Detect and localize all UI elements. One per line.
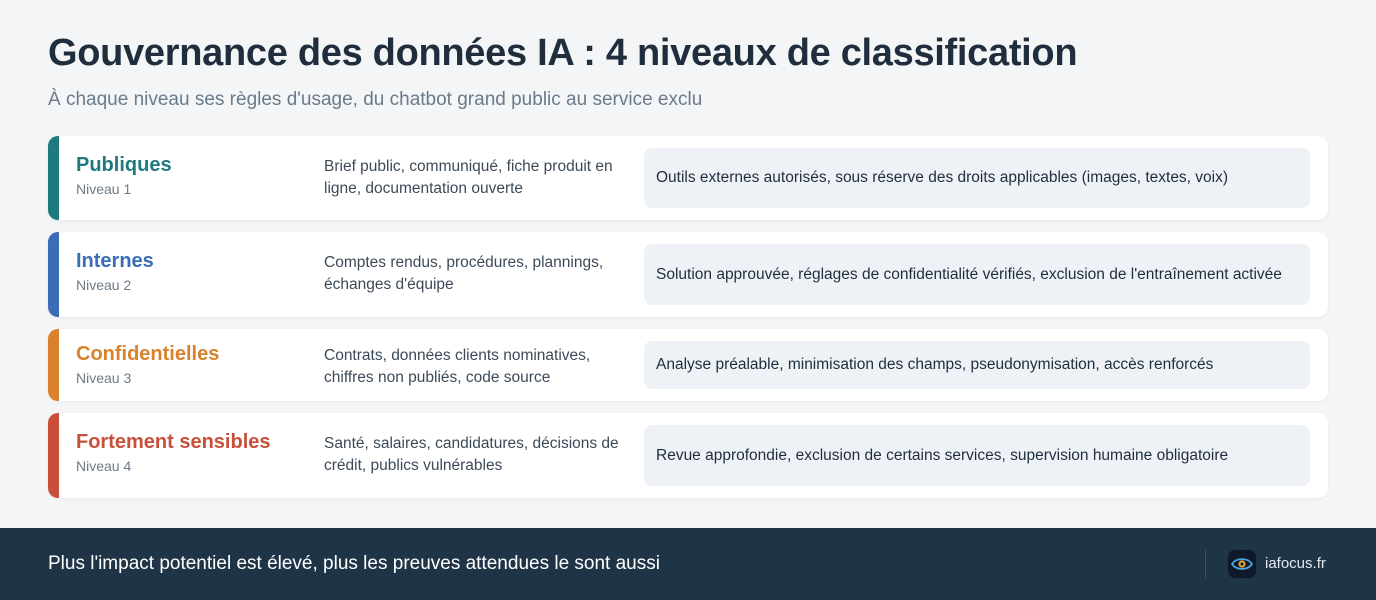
level-row-publiques xyxy=(48,136,1328,220)
eye-icon xyxy=(1228,550,1256,578)
level-rule: Analyse préalable, minimisation des champs, pseudonymisation, accès renforcés xyxy=(644,341,1310,389)
level-accent-bar xyxy=(48,232,59,317)
level-examples: Contrats, données clients nominatives, chiffres non publiés, code source xyxy=(324,347,591,386)
level-rule-wrap xyxy=(632,329,1328,401)
page-title: Gouvernance des données IA : 4 niveaux de classification xyxy=(48,32,1078,74)
level-rule: Outils externes autorisés, sous réserve des droits applicables (images, textes, voix) xyxy=(644,148,1310,208)
level-rule-wrap xyxy=(632,232,1328,317)
level-accent-bar xyxy=(48,136,59,220)
level-rule: Solution approuvée, réglages de confidentialité vérifiés, exclusion de l'entraînement activée xyxy=(644,244,1310,305)
level-name: Fortement sensibles xyxy=(76,431,271,453)
level-examples: Comptes rendus, procédures, plannings, échanges d'équipe xyxy=(324,254,604,293)
level-heading xyxy=(59,413,296,498)
page-subtitle: À chaque niveau ses règles d'usage, du chatbot grand public au service exclu xyxy=(48,89,703,110)
level-row-confidentielles xyxy=(48,329,1328,401)
header xyxy=(48,30,1328,112)
level-heading xyxy=(59,232,296,317)
level-number: Niveau 2 xyxy=(76,277,132,293)
level-number: Niveau 1 xyxy=(76,181,132,197)
level-name: Publiques xyxy=(76,154,172,176)
classification-list xyxy=(48,136,1328,498)
footer-tagline: Plus l'impact potentiel est élevé, plus les preuves attendues le sont aussi xyxy=(48,553,660,574)
level-row-internes xyxy=(48,232,1328,317)
level-row-fortement-sensibles xyxy=(48,413,1328,498)
level-rule-wrap xyxy=(632,413,1328,498)
level-accent-bar xyxy=(48,329,59,401)
level-rule: Revue approfondie, exclusion de certains services, supervision humaine obligatoire xyxy=(644,425,1310,486)
level-examples: Santé, salaires, candidatures, décisions de crédit, publics vulnérables xyxy=(324,435,619,474)
level-examples: Brief public, communiqué, fiche produit en ligne, documentation ouverte xyxy=(324,158,613,197)
level-rule-wrap xyxy=(632,136,1328,220)
footer xyxy=(0,528,1376,600)
level-number: Niveau 4 xyxy=(76,458,132,474)
level-heading xyxy=(59,329,296,401)
brand-link[interactable]: iafocus.fr xyxy=(1265,555,1326,572)
level-name: Confidentielles xyxy=(76,343,220,365)
level-number: Niveau 3 xyxy=(76,370,132,386)
footer-divider xyxy=(1205,550,1206,578)
level-heading xyxy=(59,136,296,220)
level-accent-bar xyxy=(48,413,59,498)
level-name: Internes xyxy=(76,250,154,272)
